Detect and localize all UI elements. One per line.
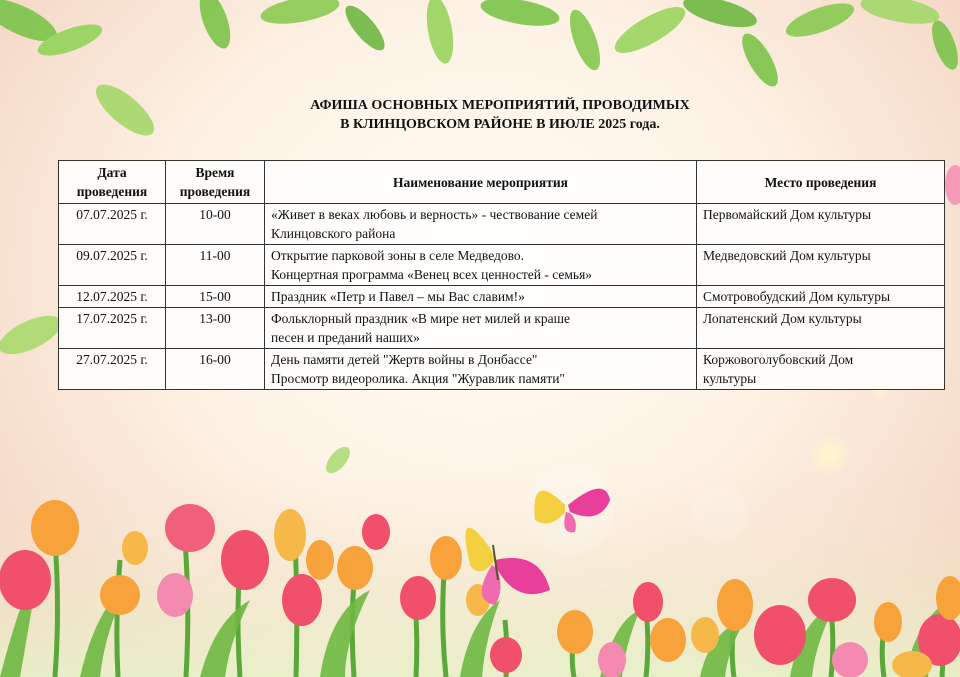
event-venue: Смотровобудский Дом культуры <box>697 286 945 308</box>
event-time: 15-00 <box>166 286 265 308</box>
event-date: 17.07.2025 г. <box>59 308 166 349</box>
event-date: 12.07.2025 г. <box>59 286 166 308</box>
table-row <box>59 286 945 308</box>
table-row <box>59 245 945 286</box>
header-event-name: Наименование мероприятия <box>265 161 697 204</box>
table-row <box>59 204 945 245</box>
event-name: «Живет в веках любовь и верность» - чествование семей Клинцовского района <box>265 204 697 245</box>
event-date: 07.07.2025 г. <box>59 204 166 245</box>
event-date: 09.07.2025 г. <box>59 245 166 286</box>
event-time: 10-00 <box>166 204 265 245</box>
title-line-2: В КЛИНЦОВСКОМ РАЙОНЕ В ИЮЛЕ 2025 года. <box>340 117 660 132</box>
header-date: Дата проведения <box>59 161 166 204</box>
right-flower-edge <box>945 165 960 205</box>
event-name: Открытие парковой зоны в селе Медведово. Концертная программа «Венец всех ценностей - семья» <box>265 245 697 286</box>
event-venue: Медведовский Дом культуры <box>697 245 945 286</box>
event-name: День памяти детей "Жертв войны в Донбассе" Просмотр видеоролика. Акция "Журавлик памяти" <box>265 349 697 390</box>
event-time: 11-00 <box>166 245 265 286</box>
header-time: Время проведения <box>166 161 265 204</box>
event-venue: Первомайский Дом культуры <box>697 204 945 245</box>
page-title <box>200 96 800 134</box>
event-time: 13-00 <box>166 308 265 349</box>
events-table <box>58 160 945 390</box>
event-date: 27.07.2025 г. <box>59 349 166 390</box>
event-venue: Лопатенский Дом культуры <box>697 308 945 349</box>
event-name: Фольклорный праздник «В мире нет милей и краше песен и преданий наших» <box>265 308 697 349</box>
header-venue: Место проведения <box>697 161 945 204</box>
table-row <box>59 349 945 390</box>
event-name: Праздник «Петр и Павел – мы Вас славим!» <box>265 286 697 308</box>
table-row <box>59 308 945 349</box>
event-venue: Коржовоголубовский Дом культуры <box>697 349 945 390</box>
title-line-1: АФИША ОСНОВНЫХ МЕРОПРИЯТИЙ, ПРОВОДИМЫХ <box>310 98 690 113</box>
left-leaf <box>0 308 67 362</box>
table-header-row <box>59 161 945 204</box>
event-time: 16-00 <box>166 349 265 390</box>
